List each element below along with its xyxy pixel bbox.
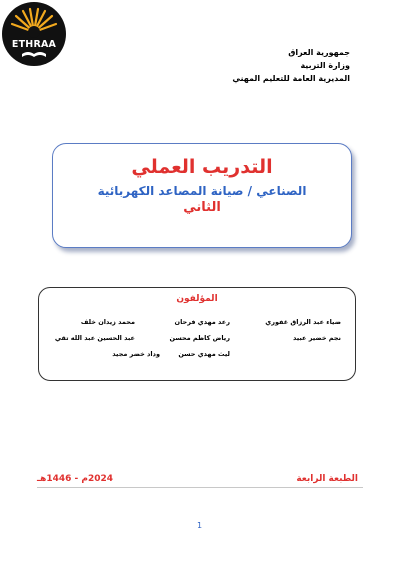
publication-year: 2024م - 1446هـ xyxy=(37,474,114,484)
page-number: 1 xyxy=(197,521,203,530)
ministry-header xyxy=(232,46,350,85)
logo-sun-rays-icon xyxy=(2,2,66,66)
book-title: التدريب العملي xyxy=(131,156,273,178)
logo-text: ETHRAA xyxy=(11,39,57,50)
book-subtitle: الصناعي / صيانة المصاعد الكهربائية xyxy=(97,184,307,198)
ethraa-logo xyxy=(2,2,66,66)
edition-label: الطبعة الرابعة xyxy=(296,474,358,484)
author-name: ضياء عبد الرزاق غفوري xyxy=(265,318,341,326)
ministry-name: وزارة التربية xyxy=(300,61,350,70)
book-grade: الثاني xyxy=(183,200,221,215)
logo-open-book-icon xyxy=(22,52,46,57)
author-name: رياض كاظم محسن xyxy=(169,334,230,342)
title-box xyxy=(52,143,352,248)
author-name: ليث مهدي حسن xyxy=(178,350,230,358)
authors-box xyxy=(38,287,356,381)
country-name: جمهورية العراق xyxy=(288,48,350,57)
author-name: محمد زيدان خلف xyxy=(80,318,135,326)
author-name: وداد خضر مجيد xyxy=(112,350,160,358)
author-name: عبد الحسين عبد الله تقي xyxy=(54,334,135,342)
directorate-name: المديرية العامة للتعليم المهني xyxy=(232,74,350,83)
author-name: رعد مهدي فرحان xyxy=(174,318,230,326)
author-name: نجم خضير عبيد xyxy=(292,334,341,342)
footer-divider xyxy=(37,487,363,488)
authors-heading: المؤلفون xyxy=(176,294,218,304)
